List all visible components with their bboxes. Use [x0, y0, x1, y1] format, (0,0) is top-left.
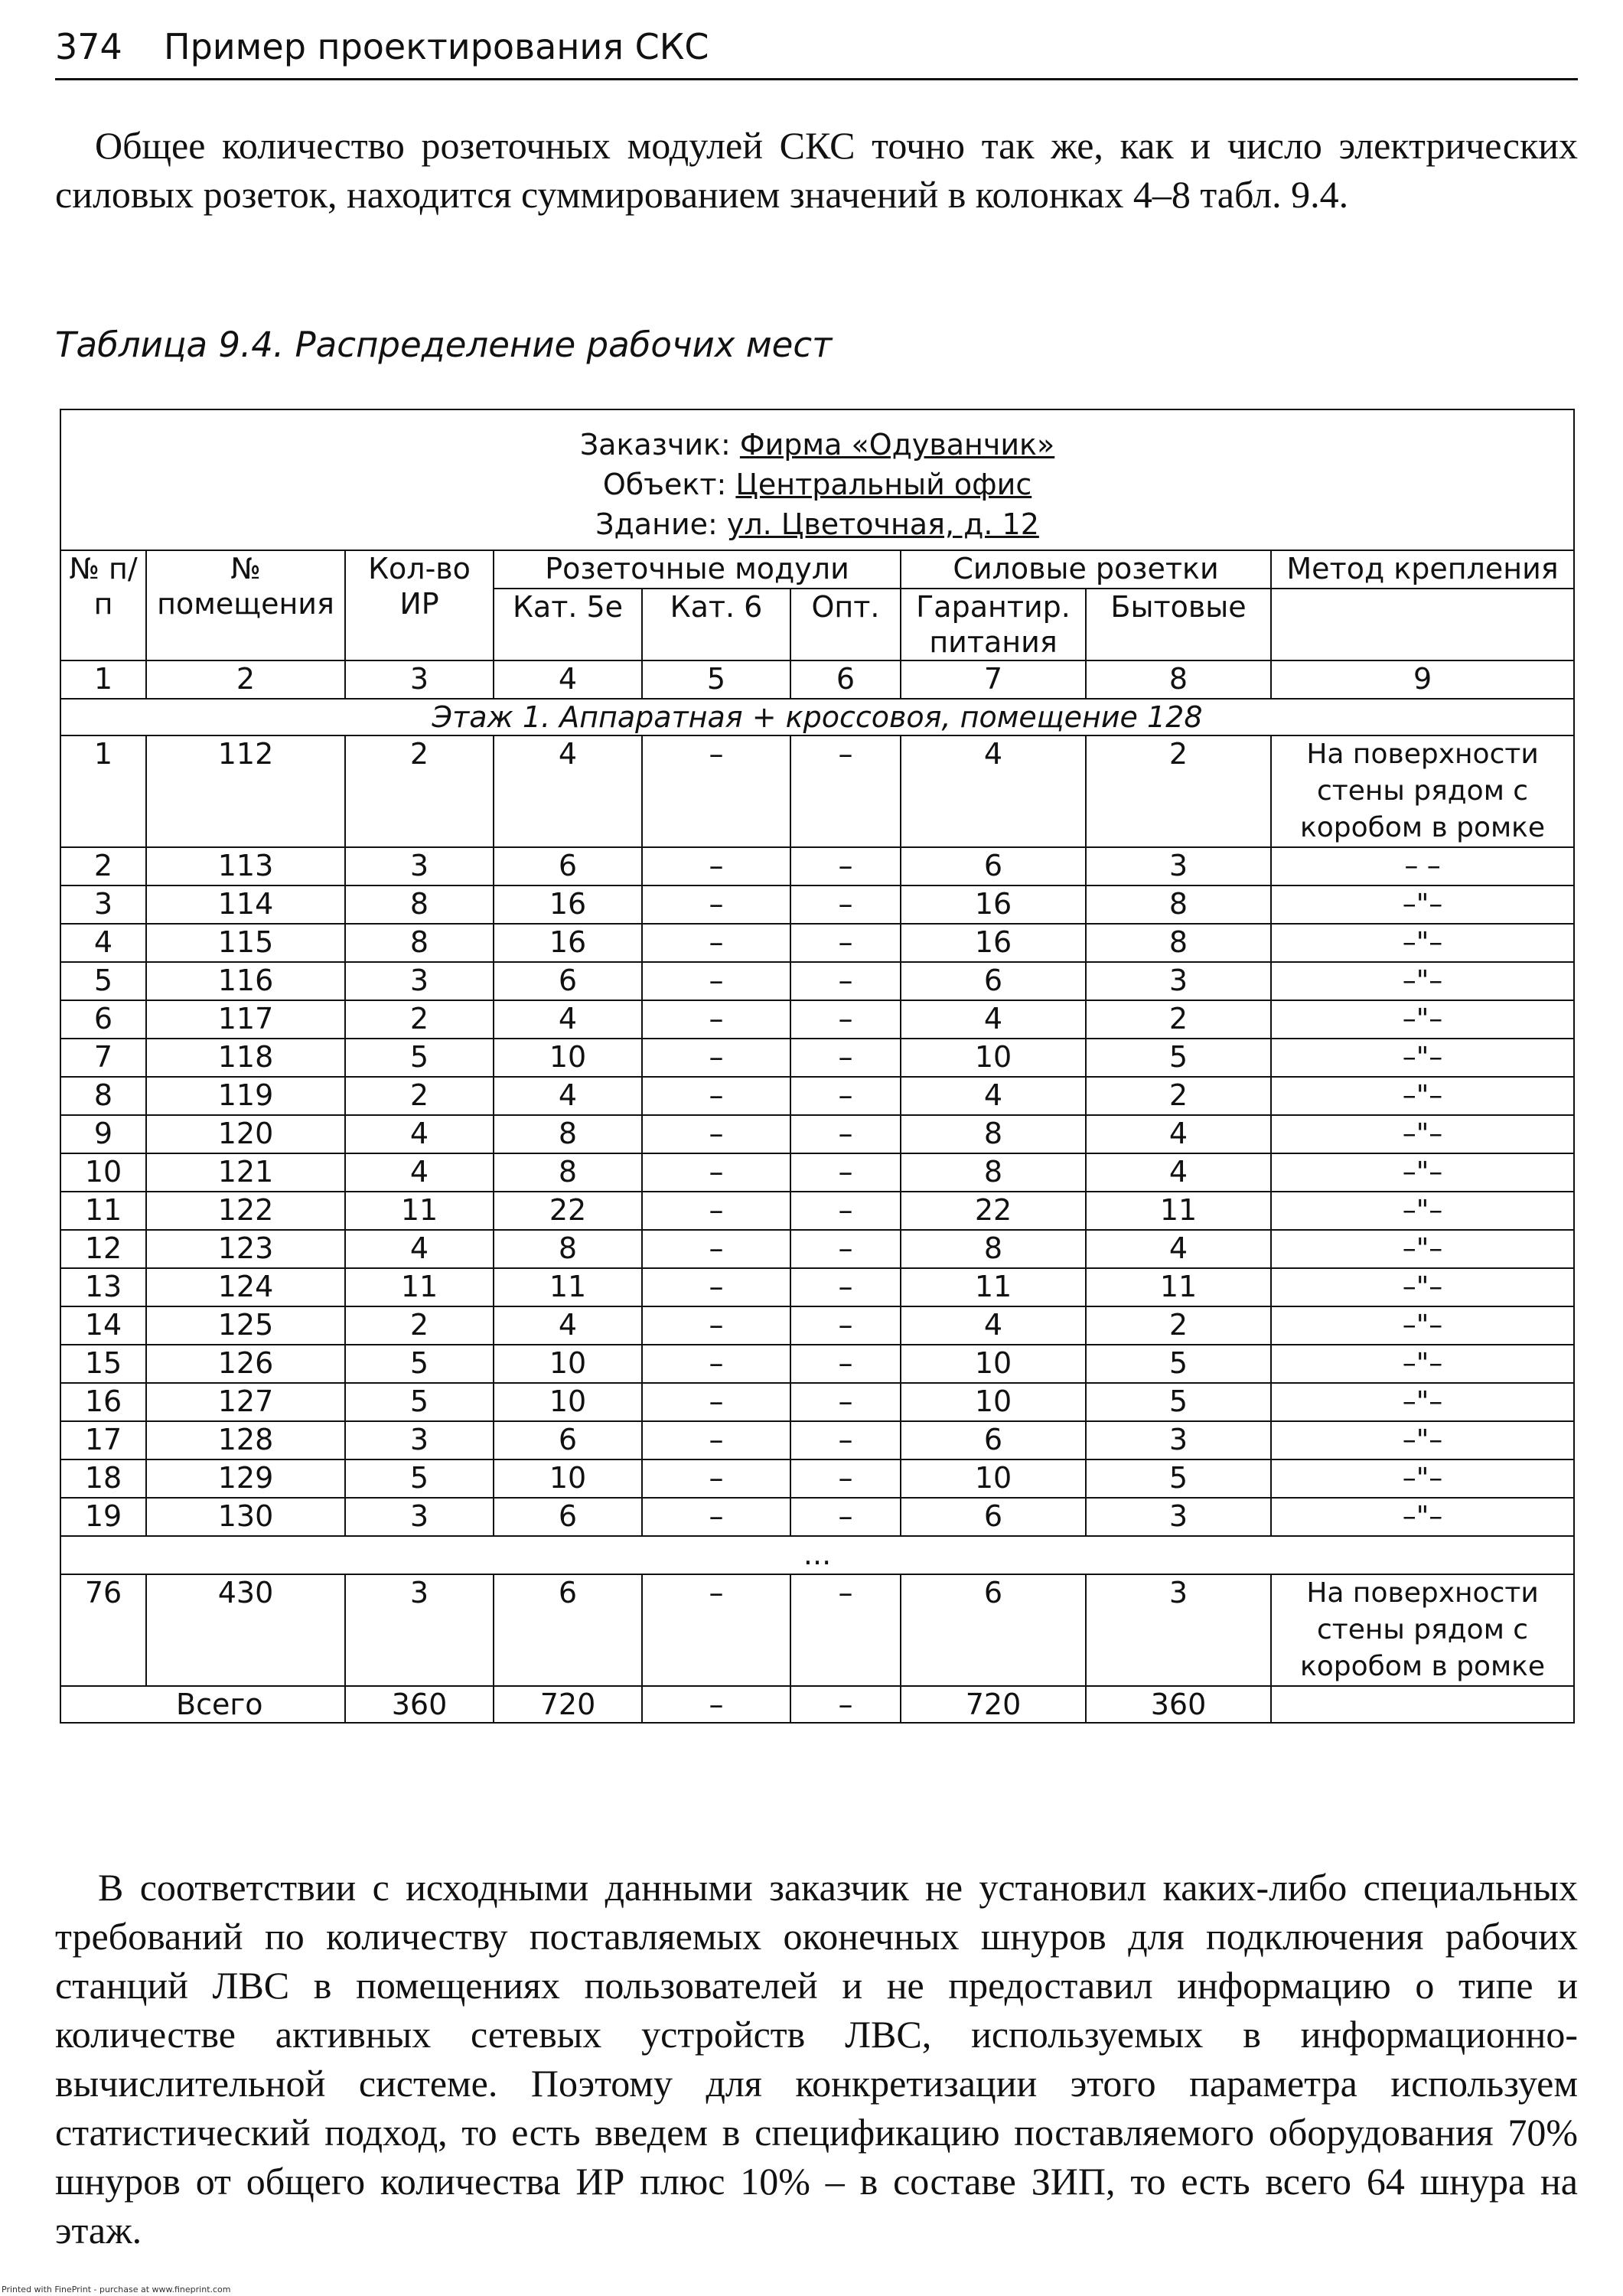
table-cell: 4 [345, 1230, 494, 1268]
table-cell: 3 [1086, 1574, 1271, 1686]
floor-row [60, 699, 1574, 735]
table-cell: 8 [60, 1077, 146, 1115]
table-row [60, 1039, 1574, 1077]
table-cell: – – [1271, 847, 1574, 885]
table-cell: 11 [901, 1268, 1086, 1306]
table-cell: 5 [1086, 1383, 1271, 1421]
table-cell: – [790, 924, 901, 962]
table-cell: 16 [901, 924, 1086, 962]
table-row [60, 1459, 1574, 1498]
table-cell: 125 [146, 1306, 345, 1345]
table-cell: 5 [1086, 1345, 1271, 1383]
table-cell: – [790, 1306, 901, 1345]
table-row [60, 962, 1574, 1000]
table-cell: 5 [345, 1345, 494, 1383]
building-line: Здание: ул. Цветочная, д. 12 [595, 507, 1039, 541]
table-cell: – [790, 1192, 901, 1230]
table-row [60, 1115, 1574, 1153]
table-cell: –"– [1271, 885, 1574, 924]
table-cell: 2 [1086, 735, 1271, 847]
table-cell: 8 [901, 1230, 1086, 1268]
column-number-6: 6 [790, 660, 901, 699]
table-cell: – [642, 1268, 790, 1306]
total-value: 360 [1086, 1686, 1271, 1723]
floor-label: Этаж 1. Аппаратная + кроссовоя, помещение 128 [60, 699, 1574, 735]
table-cell: 3 [1086, 847, 1271, 885]
table-cell: 2 [1086, 1000, 1271, 1039]
table-cell: 126 [146, 1345, 345, 1383]
col-header-cat6: Кат. 6 [642, 589, 790, 660]
table-cell: 2 [60, 847, 146, 885]
table-cell: 118 [146, 1039, 345, 1077]
table-cell: 120 [146, 1115, 345, 1153]
intro-paragraph: Общее количество розеточных модулей СКС точно так же, как и число электрических силовых розеток, находится суммированием значений в колонках 4–8 табл. 9.4. [55, 124, 1578, 216]
table-row [60, 735, 1574, 847]
table-cell: – [642, 1574, 790, 1686]
table-cell: 3 [345, 962, 494, 1000]
col-header-cat5e: Кат. 5е [494, 589, 642, 660]
table-cell: – [642, 1230, 790, 1268]
running-header [55, 20, 1578, 80]
table-cell: 8 [901, 1115, 1086, 1153]
table-row [60, 1077, 1574, 1115]
total-row [60, 1686, 1574, 1723]
table-cell: 4 [901, 1306, 1086, 1345]
table-cell: 4 [1086, 1115, 1271, 1153]
table-cell: 116 [146, 962, 345, 1000]
table-cell: 10 [494, 1383, 642, 1421]
table-cell: 13 [60, 1268, 146, 1306]
table-cell: 76 [60, 1574, 146, 1686]
table-cell: 6 [494, 1574, 642, 1686]
col-header-method: Метод крепления [1271, 550, 1574, 589]
table-cell: – [642, 1077, 790, 1115]
header-row-1 [60, 550, 1574, 589]
table-cell: 11 [60, 1192, 146, 1230]
table-cell: – [790, 1383, 901, 1421]
table-cell: 1 [60, 735, 146, 847]
table-cell: 8 [345, 885, 494, 924]
table-cell: – [790, 1421, 901, 1459]
table-cell: –"– [1271, 1306, 1574, 1345]
table-cell: – [642, 1153, 790, 1192]
total-value: 720 [901, 1686, 1086, 1723]
table-cell: 9 [60, 1115, 146, 1153]
table-cell: 4 [345, 1115, 494, 1153]
table-cell: 119 [146, 1077, 345, 1115]
table-cell: 4 [60, 924, 146, 962]
table-cell: 4 [494, 1000, 642, 1039]
col-header-power: Силовые розетки [901, 550, 1271, 589]
total-value: 720 [494, 1686, 642, 1723]
table-cell: 10 [901, 1345, 1086, 1383]
table-cell: 2 [345, 1077, 494, 1115]
table-cell: 6 [494, 962, 642, 1000]
table-cell: 19 [60, 1498, 146, 1536]
table-cell: 3 [1086, 962, 1271, 1000]
col-header-household: Бытовые [1086, 589, 1271, 660]
table-cell: –"– [1271, 1153, 1574, 1192]
table-cell: 3 [1086, 1421, 1271, 1459]
table-cell: 6 [60, 1000, 146, 1039]
object-line: Объект: Центральный офис [602, 468, 1032, 501]
total-value: – [790, 1686, 901, 1723]
table-cell: 3 [345, 1421, 494, 1459]
table-cell: – [642, 1115, 790, 1153]
table-cell: 15 [60, 1345, 146, 1383]
col-header-room: № помещения [146, 550, 345, 660]
table-row [60, 1000, 1574, 1039]
table-cell: 127 [146, 1383, 345, 1421]
table-cell: 2 [1086, 1306, 1271, 1345]
table-cell: – [790, 1345, 901, 1383]
col-header-sockets: Розеточные модули [494, 550, 901, 589]
table-cell: 4 [494, 1077, 642, 1115]
table-row [60, 1421, 1574, 1459]
table-cell: – [642, 962, 790, 1000]
table-cell: – [790, 1153, 901, 1192]
table-cell: – [790, 1039, 901, 1077]
table-row [60, 1345, 1574, 1383]
total-label: Всего [60, 1686, 345, 1723]
table-cell: – [642, 847, 790, 885]
object-value: Центральный офис [735, 468, 1032, 501]
table-cell: – [642, 1192, 790, 1230]
table-cell: – [642, 1383, 790, 1421]
table-cell: 11 [1086, 1192, 1271, 1230]
column-number-9: 9 [1271, 660, 1574, 699]
ellipsis-row [60, 1536, 1574, 1574]
table-row [60, 1306, 1574, 1345]
table-cell: 8 [494, 1115, 642, 1153]
customer-value: Фирма «Одуванчик» [739, 428, 1055, 461]
table-cell: 10 [901, 1459, 1086, 1498]
col-header-num: № п/п [60, 550, 146, 660]
table-cell: –"– [1271, 1192, 1574, 1230]
col-header-opt: Опт. [790, 589, 901, 660]
table-cell: 5 [345, 1459, 494, 1498]
table-cell: – [790, 1498, 901, 1536]
table-cell: 128 [146, 1421, 345, 1459]
table-cell: 5 [1086, 1459, 1271, 1498]
table-cell: – [642, 1039, 790, 1077]
table-cell: 112 [146, 735, 345, 847]
col-header-method-empty [1271, 589, 1574, 660]
table-cell: –"– [1271, 1000, 1574, 1039]
table-cell: 8 [1086, 924, 1271, 962]
table-cell: 10 [901, 1039, 1086, 1077]
table-cell: 117 [146, 1000, 345, 1039]
table-cell: 11 [345, 1192, 494, 1230]
table-cell: –"– [1271, 1345, 1574, 1383]
table-cell: – [642, 885, 790, 924]
table-cell: 10 [494, 1039, 642, 1077]
table-cell: 3 [345, 1498, 494, 1536]
table-row [60, 1268, 1574, 1306]
table-cell: 6 [494, 1498, 642, 1536]
table-cell: 121 [146, 1153, 345, 1192]
table-cell: –"– [1271, 1421, 1574, 1459]
table-row [60, 924, 1574, 962]
table-cell: 122 [146, 1192, 345, 1230]
table-cell: – [790, 847, 901, 885]
table-row [60, 1574, 1574, 1686]
table-cell: 4 [1086, 1230, 1271, 1268]
table-cell: – [642, 1498, 790, 1536]
table-row [60, 885, 1574, 924]
table-cell: 2 [345, 1000, 494, 1039]
table-row [60, 847, 1574, 885]
table-cell: 3 [345, 847, 494, 885]
table-cell: 4 [1086, 1153, 1271, 1192]
table-cell: 6 [494, 1421, 642, 1459]
table-cell: 4 [901, 1077, 1086, 1115]
table-cell: 17 [60, 1421, 146, 1459]
column-number-8: 8 [1086, 660, 1271, 699]
table-cell: 22 [901, 1192, 1086, 1230]
total-value: 360 [345, 1686, 494, 1723]
table-cell: 115 [146, 924, 345, 962]
table-cell: 6 [901, 962, 1086, 1000]
table-cell: –"– [1271, 1115, 1574, 1153]
table-cell: 3 [1086, 1498, 1271, 1536]
table-cell: – [790, 1230, 901, 1268]
table-cell: 8 [494, 1153, 642, 1192]
table-cell: 8 [1086, 885, 1271, 924]
table-cell: 6 [901, 1574, 1086, 1686]
page-number: 374 [55, 26, 122, 67]
column-number-1: 1 [60, 660, 146, 699]
table-cell: 7 [60, 1039, 146, 1077]
table-cell: 129 [146, 1459, 345, 1498]
table-cell: – [790, 962, 901, 1000]
table-cell: 4 [345, 1153, 494, 1192]
table-cell: 123 [146, 1230, 345, 1268]
table-cell: –"– [1271, 924, 1574, 962]
table-cell: 10 [494, 1459, 642, 1498]
table-cell: 130 [146, 1498, 345, 1536]
table-cell: 18 [60, 1459, 146, 1498]
table-cell: 3 [60, 885, 146, 924]
table-cell: – [790, 1459, 901, 1498]
table-cell: 5 [345, 1039, 494, 1077]
table-cell: –"– [1271, 1268, 1574, 1306]
total-value: – [642, 1686, 790, 1723]
table-cell: – [790, 885, 901, 924]
table-cell: На поверхности стены рядом с коробом в ромке [1271, 735, 1574, 847]
table-cell: 5 [60, 962, 146, 1000]
table-row [60, 1192, 1574, 1230]
table-cell: 2 [1086, 1077, 1271, 1115]
table-cell: 5 [1086, 1039, 1271, 1077]
table-cell: 4 [494, 735, 642, 847]
table-cell: 11 [1086, 1268, 1271, 1306]
table-cell: – [642, 1306, 790, 1345]
table-cell: –"– [1271, 962, 1574, 1000]
table-cell: – [642, 735, 790, 847]
column-number-2: 2 [146, 660, 345, 699]
table-cell: –"– [1271, 1039, 1574, 1077]
ellipsis-cell: ... [60, 1536, 1574, 1574]
table-cell: 4 [494, 1306, 642, 1345]
table-cell: 430 [146, 1574, 345, 1686]
table-cell: – [642, 1421, 790, 1459]
closing-paragraph: В соответствии с исходными данными заказчик не установил каких-либо специальных требований по количеству поставляемых оконечных шнуров для подключения рабочих станций ЛВС в помещениях пользователей и не предоставил информацию о типе и количестве активных сетевых устройств ЛВС, используемых в информационно-вычислительной системе. Поэтому для конкретизации этого параметра используем статистический подход, то есть введем в спецификацию поставляемого оборудования 70% шнуров от общего количества ИР плюс 10% – в составе ЗИП, то есть всего 64 шнура на этаж. [55, 1866, 1578, 2252]
table-cell: 22 [494, 1192, 642, 1230]
workplace-distribution-table [60, 409, 1575, 1724]
table-cell: –"– [1271, 1383, 1574, 1421]
table-cell: 3 [345, 1574, 494, 1686]
table-row [60, 1383, 1574, 1421]
table-cell: – [790, 1077, 901, 1115]
total-value [1271, 1686, 1574, 1723]
table-cell: 6 [494, 847, 642, 885]
table-cell: 113 [146, 847, 345, 885]
table-cell: – [790, 1268, 901, 1306]
table-cell: 6 [901, 1498, 1086, 1536]
table-cell: 8 [494, 1230, 642, 1268]
table-cell: – [790, 1000, 901, 1039]
info-row [60, 409, 1574, 550]
table-cell: – [790, 1574, 901, 1686]
table-cell: – [790, 1115, 901, 1153]
table-row [60, 1153, 1574, 1192]
table-row [60, 1498, 1574, 1536]
col-header-ir: Кол-во ИР [345, 550, 494, 660]
column-number-row [60, 660, 1574, 699]
table-cell: 8 [345, 924, 494, 962]
table-cell: – [642, 1459, 790, 1498]
table-caption: Таблица 9.4. Распределение рабочих мест [55, 325, 833, 365]
table-cell: 10 [901, 1383, 1086, 1421]
table-cell: –"– [1271, 1077, 1574, 1115]
table-cell: – [642, 924, 790, 962]
table-cell: 16 [494, 885, 642, 924]
table-row [60, 1230, 1574, 1268]
table-cell: 16 [494, 924, 642, 962]
column-number-7: 7 [901, 660, 1086, 699]
table-cell: – [642, 1000, 790, 1039]
print-footer-note: Printed with FinePrint - purchase at www.fineprint.com [2, 2285, 231, 2294]
building-value: ул. Цветочная, д. 12 [726, 507, 1039, 541]
table-cell: –"– [1271, 1459, 1574, 1498]
table-cell: 6 [901, 847, 1086, 885]
table-cell: На поверхности стены рядом с коробом в ромке [1271, 1574, 1574, 1686]
table-cell: 114 [146, 885, 345, 924]
table-cell: 2 [345, 1306, 494, 1345]
table-cell: 16 [60, 1383, 146, 1421]
table-cell: 14 [60, 1306, 146, 1345]
running-title: Пример проектирования СКС [164, 26, 709, 67]
table-cell: 16 [901, 885, 1086, 924]
table-cell: 11 [494, 1268, 642, 1306]
col-header-guaranteed: Гарантир. питания [901, 589, 1086, 660]
table-cell: 8 [901, 1153, 1086, 1192]
customer-line: Заказчик: Фирма «Одуванчик» [579, 428, 1055, 461]
column-number-5: 5 [642, 660, 790, 699]
table-cell: 4 [901, 735, 1086, 847]
column-number-4: 4 [494, 660, 642, 699]
table-cell: 10 [494, 1345, 642, 1383]
table-cell: 2 [345, 735, 494, 847]
table-cell: 4 [901, 1000, 1086, 1039]
table-cell: –"– [1271, 1230, 1574, 1268]
table-cell: – [790, 735, 901, 847]
table-cell: 124 [146, 1268, 345, 1306]
column-number-3: 3 [345, 660, 494, 699]
table-cell: – [642, 1345, 790, 1383]
table-cell: –"– [1271, 1498, 1574, 1536]
table-cell: 10 [60, 1153, 146, 1192]
table-cell: 12 [60, 1230, 146, 1268]
table-cell: 5 [345, 1383, 494, 1421]
table-cell: 6 [901, 1421, 1086, 1459]
project-info-cell [60, 409, 1574, 550]
table-cell: 11 [345, 1268, 494, 1306]
